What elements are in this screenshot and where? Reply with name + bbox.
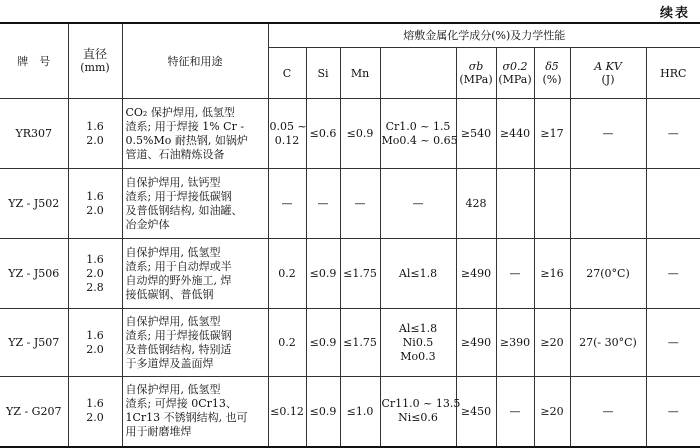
feature-cell bbox=[122, 239, 268, 309]
header-akv bbox=[570, 48, 646, 99]
diameter-cell bbox=[68, 99, 122, 169]
sigma-b-cell: ≥490 bbox=[456, 239, 496, 309]
other-elements-cell bbox=[380, 377, 461, 447]
header-other bbox=[380, 48, 456, 99]
feature-line: 0.5%Mo 耐热钢, 如锅炉 bbox=[125, 133, 248, 147]
feature-line: 自保护焊用, 低氢型 bbox=[125, 314, 221, 328]
si-cell: — bbox=[306, 169, 340, 239]
table-row bbox=[0, 377, 700, 447]
hrc-cell: — bbox=[646, 309, 700, 377]
si-cell: ≤0.9 bbox=[306, 239, 340, 309]
feature-line: 自保护焊用, 低氢型 bbox=[125, 245, 221, 259]
si-cell: ≤0.9 bbox=[306, 309, 340, 377]
mn-cell: ≤1.0 bbox=[340, 377, 380, 447]
header-delta5-symbol: δ5 bbox=[545, 60, 559, 73]
diameter-cell bbox=[68, 169, 122, 239]
header-akv-symbol: A KV bbox=[594, 60, 622, 73]
sigma-02-cell: ≥440 bbox=[496, 99, 534, 169]
other-element-value: Al≤1.8 bbox=[398, 321, 438, 335]
other-elements-cell bbox=[380, 309, 456, 377]
other-element-value: Ni0.5 bbox=[402, 335, 434, 349]
header-sigma-02-symbol: σ0.2 bbox=[502, 60, 528, 73]
header-diameter bbox=[68, 23, 122, 99]
delta5-cell: ≥20 bbox=[534, 309, 570, 377]
feature-line: 管道、石油精炼设备 bbox=[125, 147, 225, 161]
other-elements-cell: Al≤1.8 bbox=[380, 239, 456, 309]
c-cell bbox=[268, 99, 306, 169]
sigma-b-cell: ≥540 bbox=[456, 99, 496, 169]
welding-wire-table bbox=[0, 22, 700, 448]
header-diameter-label: 直径 bbox=[82, 47, 107, 61]
feature-line: 接低碳钢、普低钢 bbox=[125, 287, 214, 301]
grade-cell: YZ - J507 bbox=[0, 309, 68, 377]
grade-cell: YZ - J502 bbox=[0, 169, 68, 239]
feature-line: 自动焊的野外施工, 焊 bbox=[125, 273, 232, 287]
feature-cell bbox=[122, 377, 268, 447]
header-sigma-02 bbox=[496, 48, 534, 99]
hrc-cell: — bbox=[646, 239, 700, 309]
other-element-value: Mo0.3 bbox=[400, 349, 436, 363]
c-cell: — bbox=[268, 169, 306, 239]
sigma-b-cell: ≥490 bbox=[456, 309, 496, 377]
sigma-02-cell bbox=[496, 169, 534, 239]
sigma-b-cell: ≥450 bbox=[456, 377, 496, 447]
feature-line: 用于耐磨堆焊 bbox=[125, 425, 192, 439]
other-elements-cell: — bbox=[380, 169, 456, 239]
si-cell: ≤0.9 bbox=[306, 377, 340, 447]
grade-cell: YZ - J506 bbox=[0, 239, 68, 309]
header-c: C bbox=[268, 48, 306, 99]
header-feature: 特征和用途 bbox=[122, 23, 268, 99]
feature-line: 自保护焊用, 低氢型 bbox=[125, 383, 221, 397]
feature-line: 自保护焊用, 钛钙型 bbox=[125, 175, 221, 189]
c-cell: 0.2 bbox=[268, 309, 306, 377]
feature-line: 于多道焊及盖面焊 bbox=[125, 356, 214, 370]
other-element-value: Cr1.0 ~ 1.5 bbox=[385, 119, 451, 133]
diameter-value: 2.0 bbox=[86, 133, 104, 147]
delta5-cell: ≥16 bbox=[534, 239, 570, 309]
header-si: Si bbox=[306, 48, 340, 99]
sigma-02-cell: — bbox=[496, 239, 534, 309]
delta5-cell: ≥20 bbox=[534, 377, 570, 447]
table-row bbox=[0, 239, 700, 309]
mn-cell: ≤1.75 bbox=[340, 309, 380, 377]
table-row bbox=[0, 169, 700, 239]
header-delta5 bbox=[534, 48, 570, 99]
mn-cell: ≤0.9 bbox=[340, 99, 380, 169]
grade-cell: YZ - G207 bbox=[0, 377, 68, 447]
header-grade: 牌 号 bbox=[0, 23, 68, 99]
header-delta5-unit: (%) bbox=[542, 73, 562, 86]
other-element-value: Ni≤0.6 bbox=[398, 411, 438, 425]
feature-line: 1Cr13 不锈钢结构, 也可 bbox=[125, 411, 248, 425]
sigma-02-cell: — bbox=[496, 377, 534, 447]
diameter-value: 2.0 bbox=[86, 266, 104, 280]
feature-cell bbox=[122, 99, 268, 169]
diameter-value: 2.8 bbox=[86, 280, 104, 294]
delta5-cell bbox=[534, 169, 570, 239]
diameter-value: 2.0 bbox=[86, 342, 104, 356]
feature-line: CO₂ 保护焊用, 低氢型 bbox=[125, 105, 235, 119]
feature-line: 冶金炉体 bbox=[125, 217, 170, 231]
diameter-cell bbox=[68, 239, 122, 309]
diameter-cell bbox=[68, 377, 122, 447]
c-value: 0.12 bbox=[274, 133, 300, 147]
akv-cell: 27(- 30°C) bbox=[570, 309, 646, 377]
akv-cell: 27(0°C) bbox=[570, 239, 646, 309]
diameter-value: 2.0 bbox=[86, 203, 104, 217]
feature-cell bbox=[122, 309, 268, 377]
sigma-02-cell: ≥390 bbox=[496, 309, 534, 377]
akv-cell bbox=[570, 169, 646, 239]
header-akv-unit: (J) bbox=[601, 73, 615, 86]
header-group: 熔敷金属化学成分(%)及力学性能 bbox=[268, 23, 700, 48]
diameter-value: 1.6 bbox=[86, 397, 104, 411]
delta5-cell: ≥17 bbox=[534, 99, 570, 169]
header-sigma-b-unit: (MPa) bbox=[459, 73, 493, 86]
other-element-value: Mo0.4 ~ 0.65 bbox=[381, 133, 458, 147]
feature-line: 渣系; 用于焊接低碳钢 bbox=[125, 328, 232, 342]
mn-cell: ≤1.75 bbox=[340, 239, 380, 309]
akv-cell: — bbox=[570, 99, 646, 169]
diameter-value: 1.6 bbox=[86, 252, 104, 266]
akv-cell: — bbox=[570, 377, 646, 447]
table-row bbox=[0, 309, 700, 377]
c-cell: ≤0.12 bbox=[268, 377, 306, 447]
header-sigma-b bbox=[456, 48, 496, 99]
feature-cell bbox=[122, 169, 268, 239]
hrc-cell: — bbox=[646, 377, 700, 447]
diameter-value: 1.6 bbox=[86, 328, 104, 342]
sigma-b-cell: 428 bbox=[456, 169, 496, 239]
header-hrc: HRC bbox=[646, 48, 700, 99]
continued-label: 续表 bbox=[659, 6, 690, 21]
feature-line: 渣系; 用于自动焊或半 bbox=[125, 259, 232, 273]
si-cell: ≤0.6 bbox=[306, 99, 340, 169]
header-diameter-unit: (mm) bbox=[80, 61, 110, 74]
mn-cell: — bbox=[340, 169, 380, 239]
feature-line: 及普低钢结构, 特别适 bbox=[125, 342, 232, 356]
grade-cell: YR307 bbox=[0, 99, 68, 169]
table-row bbox=[0, 99, 700, 169]
header-mn: Mn bbox=[340, 48, 380, 99]
c-cell: 0.2 bbox=[268, 239, 306, 309]
diameter-cell bbox=[68, 309, 122, 377]
diameter-value: 2.0 bbox=[86, 411, 104, 425]
diameter-value: 1.6 bbox=[86, 189, 104, 203]
feature-line: 渣系; 用于焊接 1% Cr - bbox=[125, 119, 245, 133]
hrc-cell: — bbox=[646, 99, 700, 169]
header-sigma-02-unit: (MPa) bbox=[498, 73, 532, 86]
c-value: 0.05 ~ bbox=[269, 119, 307, 133]
feature-line: 渣系; 可焊接 0Cr13、 bbox=[125, 397, 237, 411]
header-sigma-b-symbol: σb bbox=[468, 60, 484, 73]
other-elements-cell bbox=[380, 99, 456, 169]
other-element-value: Cr11.0 ~ 13.5 bbox=[381, 397, 461, 411]
diameter-value: 1.6 bbox=[86, 119, 104, 133]
hrc-cell bbox=[646, 169, 700, 239]
feature-line: 及普低钢结构, 如油罐、 bbox=[125, 203, 243, 217]
feature-line: 渣系; 用于焊接低碳钢 bbox=[125, 189, 232, 203]
